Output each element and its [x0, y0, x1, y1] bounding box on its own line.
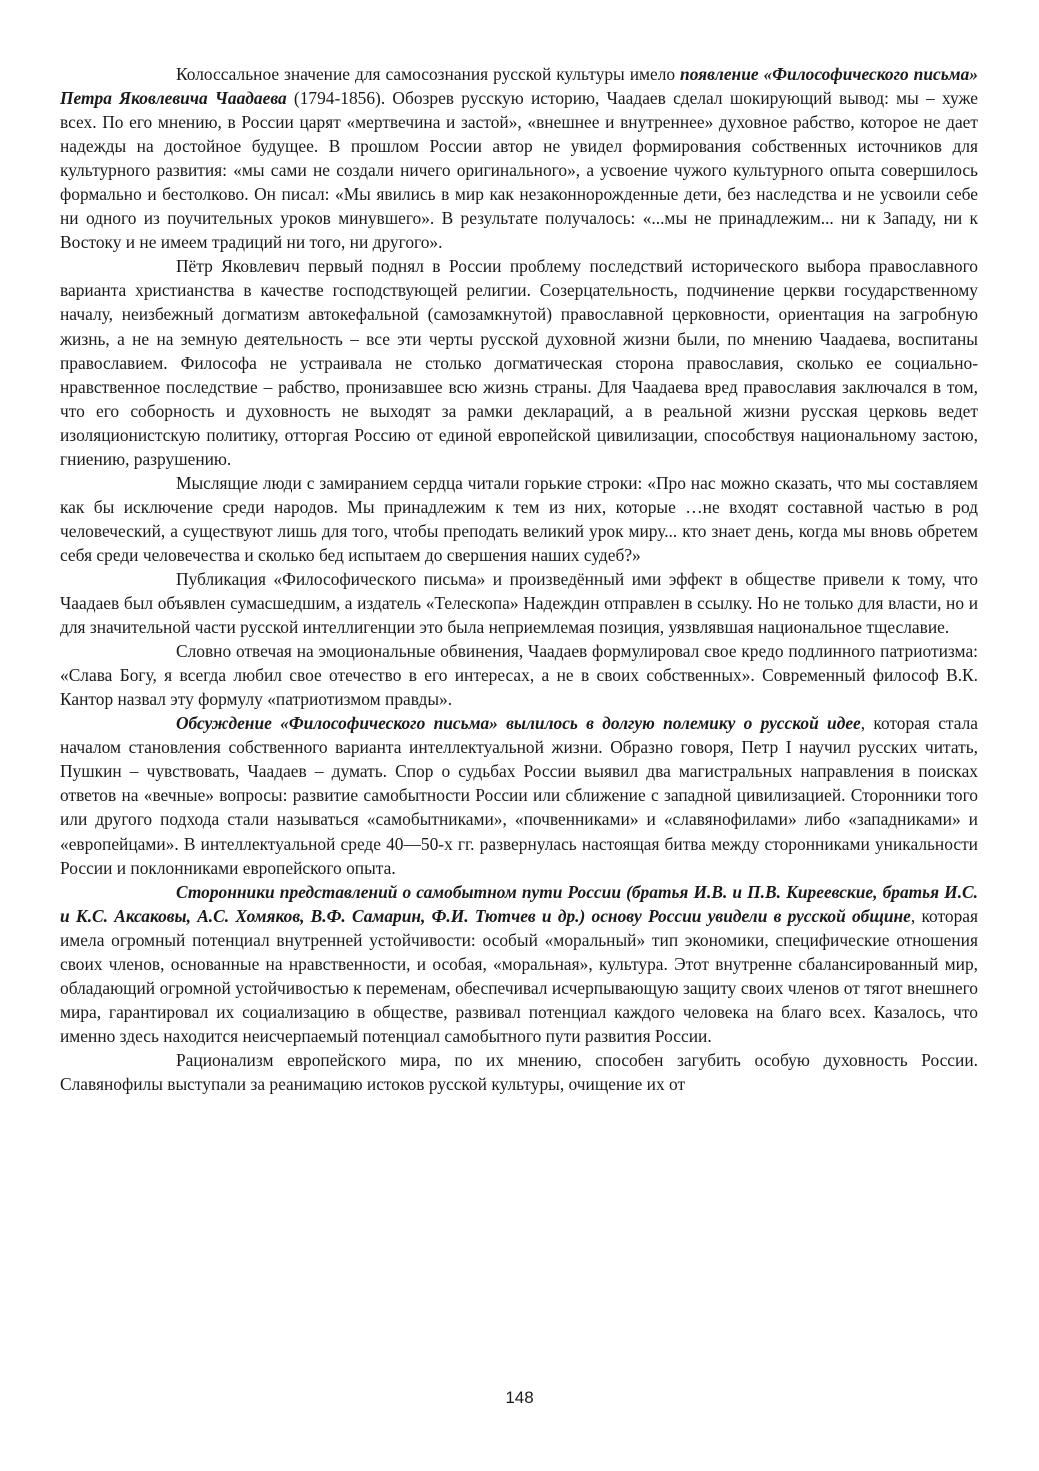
- paragraph-5: Словно отвечая на эмоциональные обвинения, Чаадаев формулировал свое кредо подлинного патриотизма: «Слава Богу, я всегда любил свое отечество в его интересах, а не в своих собственных». Современный философ В.К. Кантор назвал эту формулу «патриотизмом правды».: [60, 641, 978, 710]
- paragraph-6-text: , которая стала началом становления собственного варианта интеллектуальной жизни. Образно говоря, Петр I научил русских читать, Пушкин – чувствовать, Чаадаев – думать. Спор о судьбах России выявил два магистральных направления в поисках ответов на «вечные» вопросы: развитие самобытности России или сближение с западной цивилизацией. Сторонники того или другого подхода стали называться «самобытниками», «почвенниками» и «славянофилами» либо «западниками» и «европейцами». В интеллектуальной среде 40—50-х гг. развернулась настоящая битва между сторонниками уникальности России и поклонниками европейского опыта.: [60, 713, 978, 878]
- paragraph-6-emphasis: Обсуждение «Философического письма» вылилось в долгую полемику о русской идее: [176, 713, 861, 734]
- paragraph-7: [60, 880, 978, 1048]
- document-body: [60, 62, 978, 1096]
- paragraph-4: Публикация «Философического письма» и произведённый ими эффект в обществе привели к тому, что Чаадаев был объявлен сумасшедшим, а издатель «Телескопа» Надеждин отправлен в ссылку. Но не только для власти, но и для значительной части русской интеллигенции это была неприемлемая позиция, уязвлявшая национальное тщеславие.: [60, 568, 978, 638]
- paragraph-1-emphasis: появление «Философического письма» Петра Яковлевича Чаадаева: [60, 64, 978, 109]
- paragraph-2: Пётр Яковлевич первый поднял в России проблему последствий исторического выбора православного варианта христианства в качестве господствующей религии. Созерцательность, подчинение церкви государственному началу, неизбежный догматизм автокефальной (самозамкнутой) православной церковности, ориентация на загробную жизнь, а не на земную деятельность – все эти черты русской духовной жизни были, по мнению Чаадаева, воспитаны православием. Философа не устраивала не столько догматическая сторона православия, сколько ее социально-нравственное последствие – рабство, пронизавшее всю жизнь страны. Для Чаадаева вред православия заключался в том, что его соборность и духовность не выходят за рамки деклараций, а в реальной жизни русская церковь ведет изоляционистскую политику, отторгая Россию от единой европейской цивилизации, способствуя национальному застою, гниению, разрушению.: [60, 256, 978, 469]
- page-number: 148: [505, 1388, 534, 1407]
- paragraph-3: Мыслящие люди с замиранием сердца читали горькие строки: «Про нас можно сказать, что мы составляем как бы исключение среди народов. Мы принадлежим к тем из них, которые …не входят составной частью в род человеческий, а существуют лишь для того, чтобы преподать великий урок миру... кто знает день, когда мы вновь обретем себя среди человечества и сколько бед испытаем до свершения наших судеб?»: [60, 472, 978, 565]
- paragraph-1-text: (1794-1856). Обозрев русскую историю, Чаадаев сделал шокирующий вывод: мы – хуже всех. По его мнению, в России царят «мертвечина и застой», «внешнее и внутреннее» духовное рабство, которое не дает надежды на достойное будущее. В прошлом России автор не увидел формирования собственных источников для культурного развития: «мы сами не создали ничего оригинального», а усвоение чужого культурного опыта совершилось формально и бестолково. Он писал: «Мы явились в мир как незаконнорожденные дети, без наследства и не усвоили себе ни одного из поучительных уроков минувшего». В результате получалось: «...мы не принадлежим... ни к Западу, ни к Востоку и не имеем традиций ни того, ни другого».: [60, 88, 978, 253]
- paragraph-6: [60, 711, 978, 879]
- paragraph-7-text: , которая имела огромный потенциал внутренней устойчивости: особый «моральный» тип экономики, специфические отношения своих членов, основанные на нравственности, и особая, «моральная», культура. Этот внутренне сбалансированный мир, обладающий огромной устойчивостью к переменам, обеспечивал исчерпывающую защиту своих членов от тягот внешнего мира, гарантировал их социализацию в обществе, развивал потенциал каждого человека на благо всех. Казалось, что именно здесь находится неисчерпаемый потенциал самобытного пути развития России.: [60, 905, 978, 1046]
- paragraph-1: [60, 62, 978, 254]
- paragraph-8: Рационализм европейского мира, по их мнению, способен загубить особую духовность России. Славянофилы выступали за реанимацию истоков русской культуры, очищение их от: [60, 1049, 978, 1094]
- paragraph-1-lead: Колоссальное значение для самосознания русской культуры имело: [176, 64, 681, 84]
- paragraph-7-emphasis: Сторонники представлений о самобытном пути России (братья И.В. и П.В. Киреевские, братья И.С. и К.С. Аксаковы, А.С. Хомяков, В.Ф. Самарин, Ф.И. Тютчев и др.) основу России увидели в русской общине: [60, 881, 978, 926]
